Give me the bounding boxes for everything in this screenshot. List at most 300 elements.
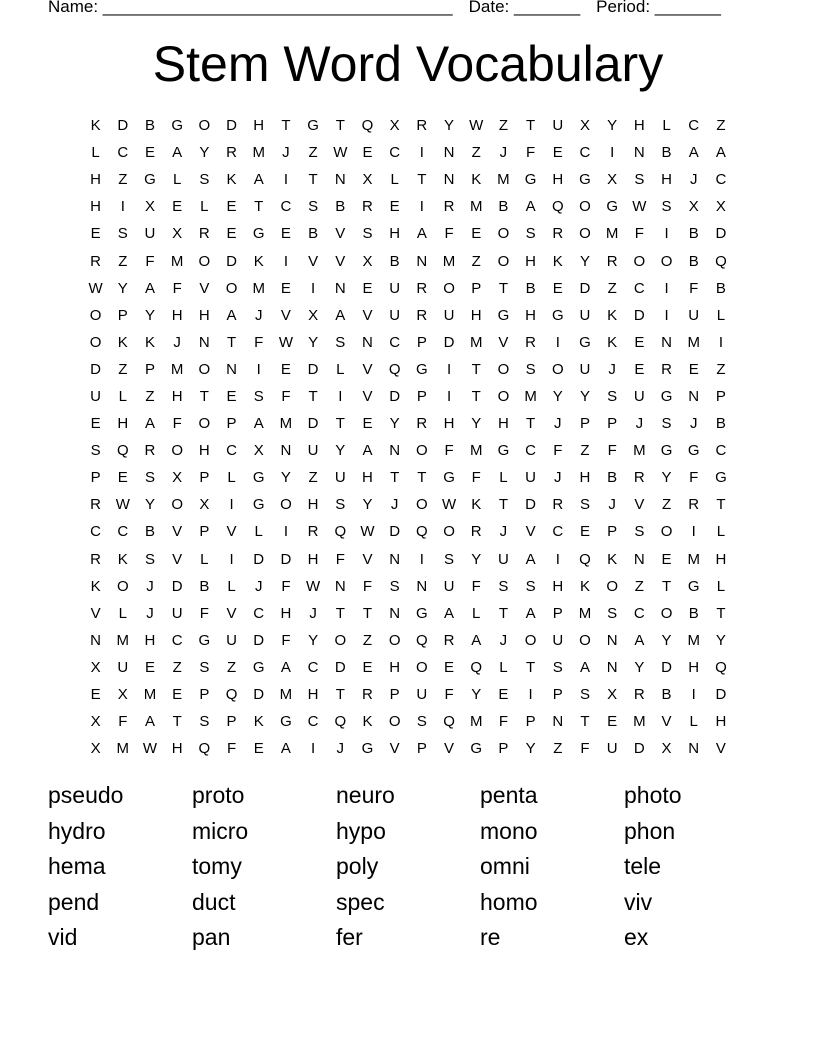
grid-letter: I [555, 550, 560, 568]
grid-letter: E [552, 279, 563, 297]
grid-letter: C [280, 198, 292, 216]
grid-letter: H [171, 740, 183, 758]
grid-letter: R [416, 117, 428, 135]
grid-letter: X [362, 171, 373, 189]
grid-letter: L [499, 658, 508, 676]
grid-letter: J [499, 631, 508, 649]
grid-letter: D [117, 117, 129, 135]
grid-letter: C [688, 117, 700, 135]
grid-letter: J [554, 469, 562, 487]
word-bank-item: viv [624, 888, 653, 915]
grid-letter: X [90, 658, 101, 676]
grid-letter: F [145, 252, 155, 270]
grid-letter: U [389, 306, 401, 324]
grid-letter: Q [388, 360, 401, 378]
grid-letter: A [471, 631, 482, 649]
grid-letter: W [306, 577, 321, 595]
grid-letter: F [444, 686, 454, 704]
grid-letter: I [718, 333, 723, 351]
grid-letter: T [254, 198, 264, 216]
grid-letter: B [715, 415, 726, 433]
grid-letter: X [607, 171, 618, 189]
grid-letter: V [335, 252, 346, 270]
word-bank-item: photo [624, 782, 682, 808]
grid-letter: D [389, 523, 401, 541]
grid-letter: O [579, 198, 591, 216]
grid-letter: U [144, 225, 156, 243]
grid-letter: O [334, 631, 347, 649]
grid-letter: I [338, 387, 343, 405]
grid-letter: I [610, 144, 615, 162]
word-bank-item: proto [192, 782, 245, 808]
grid-letter: H [253, 117, 265, 135]
grid-letter: C [633, 604, 645, 622]
grid-letter: O [280, 496, 292, 514]
grid-letter: V [90, 604, 101, 622]
grid-letter: X [579, 117, 590, 135]
grid-letter: A [525, 604, 536, 622]
grid-letter: P [389, 686, 400, 704]
grid-letter: E [661, 550, 672, 568]
grid-letter: A [144, 279, 155, 297]
grid-letter: W [333, 144, 348, 162]
grid-letter: I [311, 740, 316, 758]
grid-letter: C [579, 144, 591, 162]
grid-letter: Z [226, 658, 237, 676]
grid-letter: I [446, 387, 452, 405]
grid-letter: G [252, 658, 265, 676]
word-bank-item: phon [624, 817, 676, 844]
grid-letter: A [444, 604, 455, 622]
grid-letter: F [580, 740, 590, 758]
grid-letter: K [471, 496, 482, 514]
grid-letter: I [691, 686, 696, 704]
grid-letter: O [443, 279, 455, 297]
grid-letter: T [417, 469, 427, 487]
grid-letter: R [525, 333, 537, 351]
grid-letter: M [687, 333, 700, 351]
grid-letter: T [526, 117, 536, 135]
grid-letter: Z [634, 577, 644, 595]
grid-letter: E [90, 686, 101, 704]
grid-letter: L [716, 306, 726, 324]
grid-letter: S [362, 225, 373, 243]
grid-letter: N [389, 550, 401, 568]
grid-letter: C [389, 144, 401, 162]
grid-letter: R [416, 279, 428, 297]
grid-letter: S [661, 415, 672, 433]
grid-letter: O [497, 360, 510, 378]
grid-letter: X [90, 713, 101, 731]
grid-letter: H [307, 550, 319, 568]
grid-letter: H [90, 198, 102, 216]
grid-letter: Y [607, 117, 618, 135]
grid-letter: B [199, 577, 210, 595]
grid-letter: N [606, 658, 618, 676]
word-bank-item: mono [480, 817, 538, 844]
grid-letter: R [416, 415, 428, 433]
grid-letter: E [579, 523, 590, 541]
grid-letter: I [419, 198, 424, 216]
grid-letter: H [497, 415, 509, 433]
grid-letter: L [662, 117, 671, 135]
grid-letter: I [283, 523, 288, 541]
grid-letter: B [688, 252, 699, 270]
grid-letter: V [389, 740, 400, 758]
grid-letter: E [362, 415, 373, 433]
grid-letter: F [172, 279, 182, 297]
grid-letter: D [633, 306, 645, 324]
grid-letter: P [226, 415, 237, 433]
grid-letter: G [470, 740, 483, 758]
grid-letter: X [661, 740, 672, 758]
grid-letter: F [226, 740, 237, 758]
grid-letter: R [443, 198, 455, 216]
word-bank [48, 778, 768, 956]
grid-letter: A [144, 713, 155, 731]
grid-letter: R [144, 442, 156, 460]
grid-letter: I [256, 360, 261, 378]
grid-letter: J [635, 415, 644, 433]
grid-letter: B [715, 279, 726, 297]
grid-letter: I [664, 225, 669, 243]
grid-letter: T [199, 387, 209, 405]
grid-letter: O [579, 225, 591, 243]
grid-letter: O [579, 631, 591, 649]
grid-letter: H [715, 550, 727, 568]
grid-letter: V [199, 279, 210, 297]
grid-letter: Y [144, 496, 155, 514]
grid-letter: V [172, 523, 183, 541]
word-bank-item: hydro [48, 817, 106, 844]
grid-letter: C [552, 523, 564, 541]
grid-letter: T [226, 333, 237, 351]
grid-letter: M [578, 604, 592, 622]
grid-letter: L [200, 550, 209, 568]
grid-letter: B [661, 686, 672, 704]
grid-letter: C [389, 333, 401, 351]
grid-letter: S [90, 442, 101, 460]
grid-letter: V [172, 550, 183, 568]
grid-letter: T [526, 658, 536, 676]
grid-letter: T [580, 713, 590, 731]
grid-letter: L [336, 360, 345, 378]
grid-letter: D [661, 658, 672, 676]
word-bank-item: duct [192, 888, 236, 915]
grid-letter: P [416, 387, 427, 405]
grid-letter: G [579, 171, 591, 189]
grid-letter: A [416, 225, 427, 243]
grid-letter: Z [580, 442, 590, 460]
grid-letter: V [444, 740, 455, 758]
grid-letter: E [117, 469, 128, 487]
grid-letter: B [525, 279, 536, 297]
grid-letter: M [469, 198, 483, 216]
grid-letter: P [199, 469, 210, 487]
grid-letter: K [607, 333, 618, 351]
grid-letter: B [607, 469, 618, 487]
grid-letter: O [89, 306, 102, 324]
grid-letter: T [498, 496, 508, 514]
word-search-grid [82, 112, 735, 762]
grid-letter: R [606, 252, 618, 270]
grid-letter: J [254, 306, 263, 324]
grid-letter: A [280, 740, 291, 758]
grid-letter: A [579, 658, 590, 676]
grid-letter: E [172, 686, 183, 704]
grid-letter: M [687, 550, 700, 568]
grid-letter: R [362, 686, 373, 704]
grid-letter: B [308, 225, 319, 243]
grid-letter: J [608, 496, 616, 514]
grid-letter: X [308, 306, 319, 324]
grid-letter: E [607, 713, 618, 731]
grid-letter: G [660, 442, 673, 460]
grid-letter: G [252, 469, 265, 487]
grid-letter: V [498, 333, 509, 351]
grid-letter: G [524, 171, 537, 189]
grid-letter: E [688, 360, 699, 378]
grid-letter: Q [416, 631, 428, 649]
grid-letter: Y [308, 333, 319, 351]
grid-letter: D [226, 117, 237, 135]
grid-letter: I [311, 279, 316, 297]
grid-letter: Z [172, 658, 182, 676]
grid-letter: N [552, 713, 564, 731]
grid-letter: F [118, 713, 128, 731]
grid-letter: S [389, 577, 400, 595]
grid-letter: G [171, 117, 183, 135]
grid-letter: J [499, 523, 508, 541]
grid-letter: S [144, 550, 155, 568]
grid-letter: C [525, 442, 537, 460]
grid-letter: R [443, 631, 455, 649]
grid-letter: O [388, 713, 401, 731]
grid-letter: P [579, 415, 590, 433]
grid-letter: C [633, 279, 645, 297]
grid-letter: M [497, 171, 510, 189]
grid-letter: H [280, 604, 292, 622]
grid-letter: B [498, 198, 509, 216]
word-bank-item: pseudo [48, 782, 124, 808]
grid-letter: Q [225, 686, 238, 704]
grid-letter: S [634, 523, 645, 541]
grid-letter: C [90, 523, 102, 541]
grid-letter: M [279, 415, 293, 433]
grid-letter: T [335, 604, 345, 622]
grid-letter: K [579, 577, 590, 595]
grid-letter: J [689, 171, 698, 189]
grid-letter: G [307, 117, 319, 135]
grid-letter: J [309, 604, 317, 622]
grid-letter: S [199, 171, 210, 189]
grid-letter: H [117, 415, 129, 433]
grid-letter: Y [634, 658, 645, 676]
grid-letter: K [552, 252, 563, 270]
grid-letter: I [419, 144, 424, 162]
word-bank-item: vid [48, 924, 78, 950]
grid-letter: G [144, 171, 156, 189]
grid-letter: B [335, 198, 346, 216]
grid-letter: N [633, 144, 645, 162]
grid-letter: N [389, 442, 401, 460]
grid-letter: M [605, 225, 619, 243]
grid-letter: T [172, 713, 182, 731]
grid-letter: K [117, 333, 128, 351]
grid-letter: P [471, 279, 482, 297]
grid-letter: M [442, 252, 456, 270]
grid-letter: K [471, 171, 482, 189]
grid-letter: I [446, 360, 452, 378]
grid-letter: J [390, 496, 399, 514]
grid-letter: D [334, 658, 346, 676]
grid-letter: M [252, 279, 265, 297]
grid-letter: K [253, 713, 264, 731]
grid-letter: L [227, 577, 236, 595]
grid-letter: F [607, 442, 617, 460]
grid-letter: H [307, 496, 319, 514]
grid-letter: Q [361, 117, 374, 135]
grid-letter: P [607, 415, 618, 433]
grid-letter: N [416, 577, 428, 595]
grid-letter: C [117, 523, 129, 541]
grid-letter: G [579, 333, 591, 351]
grid-letter: L [172, 171, 182, 189]
grid-letter: X [144, 198, 155, 216]
grid-letter: K [144, 333, 155, 351]
grid-letter: V [280, 306, 291, 324]
grid-letter: J [146, 604, 154, 622]
grid-letter: B [144, 117, 155, 135]
grid-letter: P [416, 740, 427, 758]
grid-letter: A [280, 658, 291, 676]
grid-letter: I [283, 171, 288, 189]
grid-letter: B [661, 144, 672, 162]
grid-letter: G [497, 306, 510, 324]
grid-letter: F [471, 577, 481, 595]
grid-letter: D [280, 550, 292, 568]
grid-letter: Y [444, 117, 455, 135]
grid-letter: P [117, 306, 128, 324]
grid-letter: P [715, 387, 726, 405]
grid-letter: C [171, 631, 183, 649]
grid-letter: D [443, 333, 455, 351]
grid-letter: T [335, 415, 345, 433]
grid-letter: R [633, 686, 645, 704]
name-field-label: Name: _____________________________________ [48, 0, 453, 16]
grid-letter: U [307, 442, 319, 460]
grid-letter: I [555, 333, 560, 351]
grid-letter: M [279, 686, 293, 704]
grid-letter: G [416, 360, 428, 378]
word-bank-item: tele [624, 853, 662, 879]
grid-letter: Q [334, 523, 347, 541]
grid-letter: L [118, 604, 127, 622]
grid-letter: W [469, 117, 484, 135]
grid-letter: E [90, 225, 101, 243]
grid-letter: X [199, 496, 210, 514]
grid-letter: U [171, 604, 183, 622]
grid-letter: R [307, 523, 319, 541]
grid-letter: P [90, 469, 101, 487]
grid-letter: P [199, 686, 210, 704]
grid-letter: M [116, 740, 130, 758]
grid-letter: P [226, 713, 237, 731]
word-bank-item: ex [624, 924, 649, 950]
grid-letter: M [116, 631, 130, 649]
grid-letter: M [469, 713, 483, 731]
grid-letter: Y [471, 686, 482, 704]
grid-letter: Z [498, 117, 508, 135]
grid-letter: T [498, 279, 508, 297]
grid-letter: H [633, 117, 645, 135]
grid-letter: K [90, 117, 101, 135]
grid-letter: Q [715, 658, 727, 676]
grid-letter: S [498, 577, 509, 595]
grid-letter: L [689, 713, 698, 731]
grid-letter: K [117, 550, 128, 568]
grid-letter: J [499, 144, 508, 162]
grid-letter: S [579, 686, 590, 704]
grid-letter: D [307, 360, 319, 378]
grid-letter: O [606, 577, 618, 595]
grid-letter: P [525, 713, 536, 731]
grid-letter: D [633, 740, 645, 758]
grid-letter: Y [389, 415, 400, 433]
grid-letter: O [198, 252, 211, 270]
grid-letter: D [525, 496, 537, 514]
grid-letter: P [199, 523, 210, 541]
grid-letter: H [198, 306, 210, 324]
grid-letter: D [307, 415, 319, 433]
grid-letter: R [198, 225, 210, 243]
grid-letter: R [470, 523, 482, 541]
grid-letter: Q [715, 252, 727, 270]
grid-letter: X [688, 198, 699, 216]
grid-letter: V [226, 604, 237, 622]
grid-letter: Z [607, 279, 617, 297]
grid-letter: Q [579, 550, 591, 568]
grid-letter: N [198, 333, 210, 351]
grid-letter: A [172, 144, 183, 162]
grid-letter: T [308, 387, 318, 405]
grid-letter: R [552, 496, 564, 514]
grid-letter: M [252, 144, 265, 162]
grid-letter: N [334, 279, 346, 297]
grid-letter: F [689, 279, 699, 297]
grid-letter: V [335, 225, 346, 243]
grid-letter: E [280, 279, 291, 297]
grid-letter: S [416, 713, 427, 731]
grid-letter: Y [199, 144, 210, 162]
grid-letter: D [389, 387, 401, 405]
grid-letter: Z [145, 387, 155, 405]
grid-letter: Z [118, 171, 128, 189]
grid-letter: Q [198, 740, 211, 758]
grid-letter: H [715, 713, 727, 731]
grid-letter: R [552, 225, 564, 243]
grid-letter: T [335, 686, 345, 704]
grid-letter: X [253, 442, 264, 460]
grid-letter: S [199, 713, 210, 731]
grid-letter: L [716, 577, 726, 595]
grid-letter: L [118, 387, 127, 405]
grid-letter: Y [280, 469, 291, 487]
grid-letter: O [89, 333, 102, 351]
grid-letter: O [524, 631, 537, 649]
grid-letter: X [172, 225, 183, 243]
grid-letter: B [688, 225, 699, 243]
